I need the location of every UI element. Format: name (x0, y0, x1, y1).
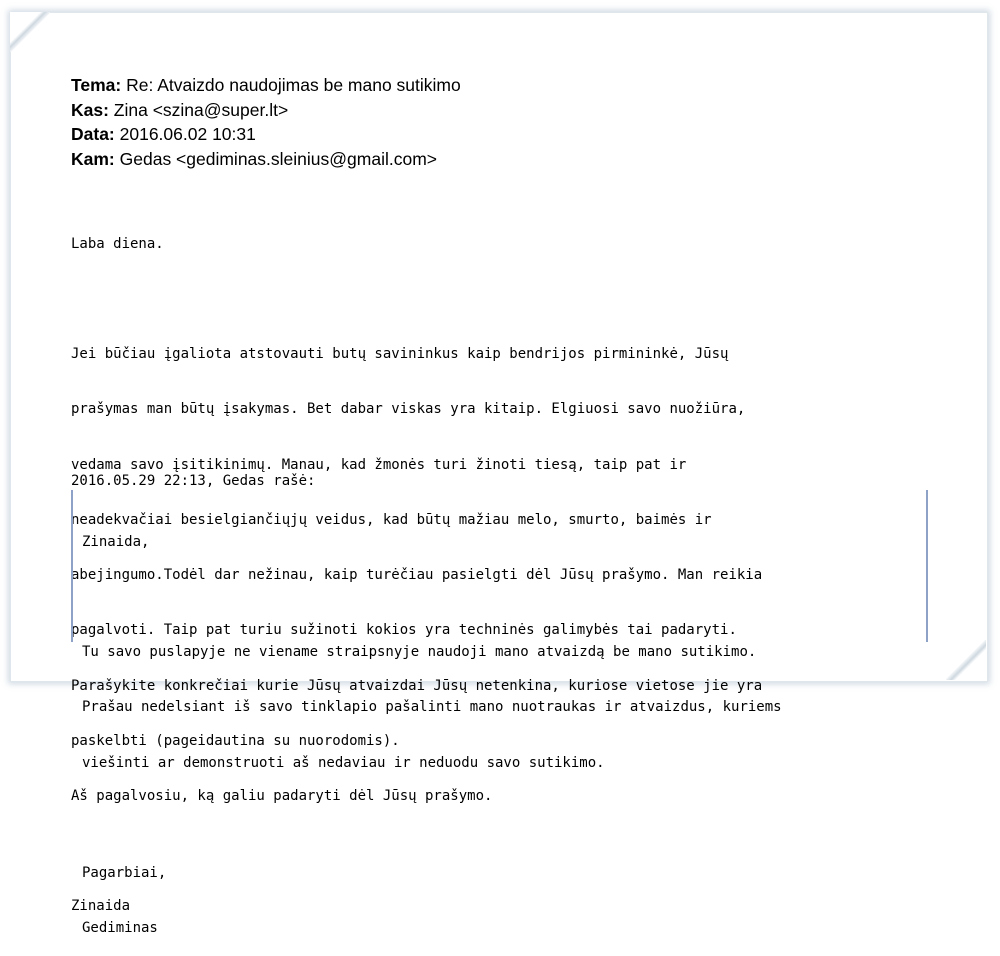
quote-line: Prašau nedelsiant iš savo tinklapio pašalinti mano nuotraukas ir atvaizdus, kuriems (82, 699, 782, 716)
quote-closing: Pagarbiai, (82, 865, 167, 882)
header-value: Zina <szina@super.lt> (108, 99, 289, 120)
quote-line: Tu savo puslapyje ne viename straipsnyje naudoji mano atvaizdą be mano sutikimo. (82, 644, 757, 661)
greeting: Laba diena. (71, 235, 164, 252)
header-label: Tema: (71, 75, 122, 95)
header-to (71, 147, 461, 172)
body-line: Parašykite konkrečiai kurie Jūsų atvaizdai Jūsų netenkina, kuriose vietose jie yra (71, 677, 763, 694)
body-line: vedama savo įsitikinimų. Manau, kad žmonės turi žinoti tiesą, taip pat ir (71, 456, 687, 473)
header-label: Data: (71, 124, 115, 144)
body-line: abejingumo.Todėl dar nežinau, kaip turėčiau pasielgti dėl Jūsų prašymo. Man reikia (71, 567, 763, 584)
header-value: Gedas <gediminas.sleinius@gmail.com> (114, 148, 437, 169)
header-label: Kas: (71, 99, 109, 120)
page-curl-bottom-right (946, 640, 986, 680)
header-value: Re: Atvaizdo naudojimas be mano sutikimo (121, 75, 461, 95)
header-from (71, 98, 461, 123)
quote-greeting: Zinaida, (82, 533, 150, 550)
header-subject (71, 73, 461, 98)
email-headers (71, 73, 461, 171)
body-line: prašymas man būtų įsakymas. Bet dabar viskas yra kitaip. Elgiuosi savo nuožiūra, (71, 401, 746, 418)
quote-line: viešinti ar demonstruoti aš nedaviau ir neduodu savo sutikimo. (82, 754, 605, 771)
body-line: Aš pagalvosiu, ką galiu padaryti dėl Jūsų prašymo. (71, 787, 493, 804)
header-label: Kam: (71, 148, 115, 169)
quote-intro: 2016.05.29 22:13, Gedas rašė: (71, 473, 316, 489)
page-curl-top-left (10, 12, 50, 52)
header-date (71, 122, 461, 147)
body-line: paskelbti (pageidautina su nuorodomis). (71, 732, 400, 749)
body-line: pagalvoti. Taip pat turiu sužinoti kokios yra techninės galimybės tai padaryti. (71, 622, 737, 639)
body-line: Jei būčiau įgaliota atstovauti butų savininkus kaip bendrijos pirmininkė, Jūsų (71, 346, 729, 363)
header-value: 2016.06.02 10:31 (114, 124, 256, 144)
body-line: neadekvačiai besielgiančiųjų veidus, kad būtų mažiau melo, smurto, baimės ir (71, 511, 712, 528)
quote-name: Gediminas (82, 920, 158, 937)
signature: Zinaida (71, 898, 131, 915)
